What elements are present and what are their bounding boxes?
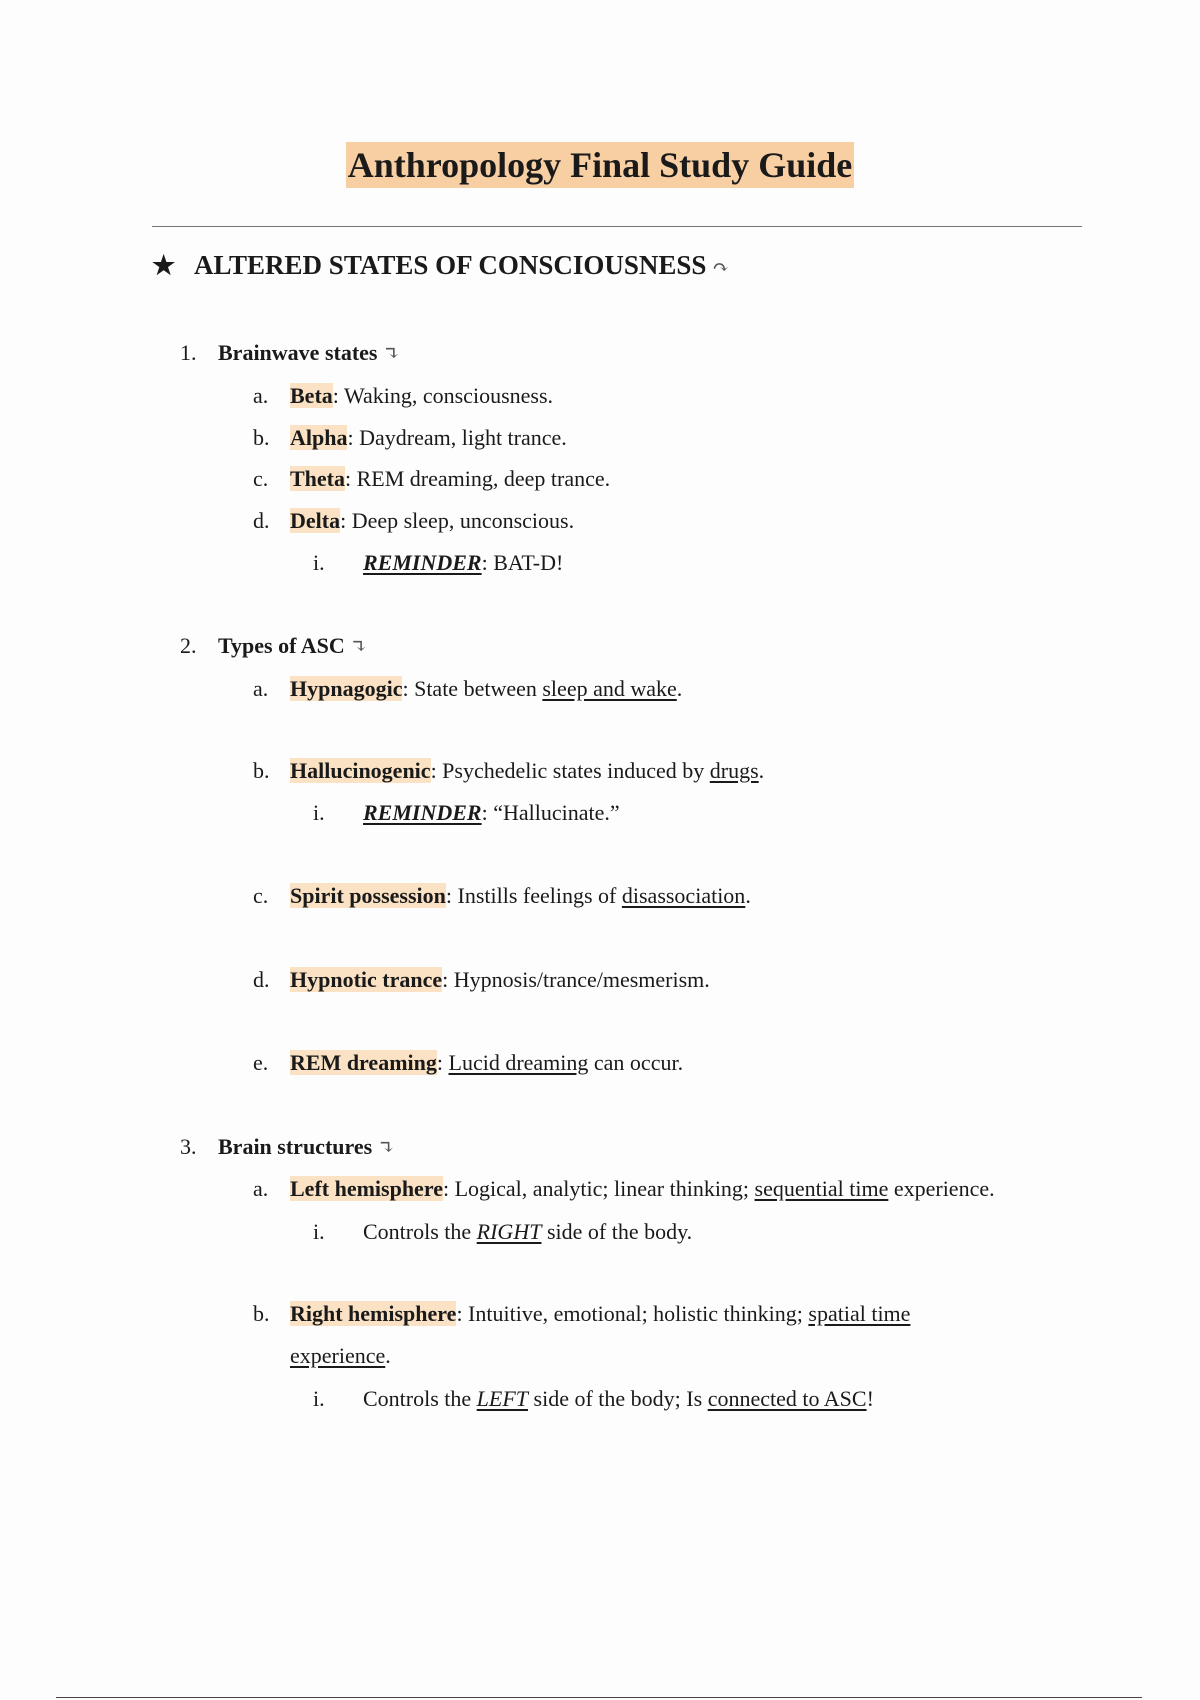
list-item-right-hemisphere	[253, 1299, 911, 1329]
page-bottom-border	[56, 1697, 1142, 1698]
sub-item-numeral: i.	[313, 1386, 325, 1411]
topic-number: 3.	[180, 1134, 197, 1159]
underlined-phrase: sleep and wake	[542, 676, 677, 701]
item-text: : Logical, analytic; linear thinking;	[442, 1176, 755, 1201]
item-letter: d.	[253, 508, 270, 533]
item-letter: a.	[253, 1176, 269, 1201]
item-letter: c.	[253, 883, 269, 908]
reminder-label: REMINDER	[363, 800, 482, 825]
item-text-end: .	[758, 758, 765, 783]
underlined-phrase: Lucid dreaming	[448, 1050, 589, 1075]
item-letter: a.	[253, 676, 269, 701]
item-term: Hypnotic trance	[290, 967, 443, 992]
sub-item-controls-left	[313, 1384, 874, 1414]
item-text: : Waking, consciousness.	[332, 383, 554, 408]
underlined-phrase: drugs	[709, 758, 759, 783]
list-item-alpha	[253, 423, 567, 453]
item-text: : Instills feelings of	[445, 883, 622, 908]
item-letter: b.	[253, 1301, 270, 1326]
sub-item-numeral: i.	[313, 550, 325, 575]
item-text: : State between	[402, 676, 543, 701]
list-item-spirit-possession	[253, 881, 751, 911]
section-heading-text: ALTERED STATES OF CONSCIOUSNESS	[194, 250, 707, 280]
item-text: : Hypnosis/trance/mesmerism.	[442, 967, 710, 992]
list-item-delta	[253, 506, 575, 536]
topic-brain-structures	[180, 1132, 395, 1163]
item-term: Beta	[290, 383, 333, 408]
item-term: Spirit possession	[290, 883, 446, 908]
item-text-end: .	[676, 676, 683, 701]
item-term: Right hemisphere	[290, 1301, 457, 1326]
list-item-hypnagogic	[253, 674, 683, 704]
sub-item-reminder	[313, 798, 620, 828]
item-text-end: .	[385, 1343, 391, 1368]
topic-label: Brainwave states	[218, 340, 378, 365]
item-text: : Daydream, light trance.	[347, 425, 567, 450]
list-item-right-hemisphere-continued	[290, 1341, 391, 1371]
sub-item-reminder	[313, 548, 564, 578]
item-term: REM dreaming	[290, 1050, 437, 1075]
sub-item-text-end: !	[866, 1386, 874, 1411]
section-heading	[152, 248, 729, 285]
item-text: : Deep sleep, unconscious.	[340, 508, 575, 533]
sub-item-text: : BAT-D!	[481, 550, 564, 575]
title-container	[0, 142, 1200, 188]
emphasized-word: RIGHT	[476, 1219, 542, 1244]
item-letter: b.	[253, 425, 270, 450]
down-arrow-icon: ↴	[350, 636, 368, 658]
star-icon: ★	[152, 251, 176, 280]
item-term: Hypnagogic	[290, 676, 403, 701]
item-letter: d.	[253, 967, 270, 992]
list-item-rem-dreaming	[253, 1048, 684, 1078]
topic-label: Types of ASC	[218, 633, 345, 658]
sub-item-text: Controls the	[363, 1386, 477, 1411]
item-text-end: .	[745, 883, 751, 908]
sub-item-text: Controls the	[363, 1219, 477, 1244]
list-item-left-hemisphere	[253, 1174, 995, 1204]
item-letter: b.	[253, 758, 270, 783]
item-term: Left hemisphere	[290, 1176, 443, 1201]
item-letter: e.	[253, 1050, 269, 1075]
item-term: Theta	[290, 466, 345, 491]
list-item-hallucinogenic	[253, 756, 765, 786]
down-arrow-icon: ↴	[383, 343, 401, 365]
sub-item-controls-right	[313, 1217, 693, 1247]
underlined-phrase: spatial time	[808, 1301, 911, 1326]
page-title: Anthropology Final Study Guide	[346, 142, 854, 188]
topic-number: 2.	[180, 633, 197, 658]
sub-item-numeral: i.	[313, 1219, 325, 1244]
sub-item-numeral: i.	[313, 800, 325, 825]
title-divider	[152, 226, 1082, 227]
topic-types-of-asc	[180, 631, 368, 662]
item-text: : REM dreaming, deep trance.	[345, 466, 611, 491]
item-text-end: experience.	[888, 1176, 995, 1201]
underlined-phrase-continued: experience	[290, 1343, 386, 1368]
sub-item-text-end: side of the body.	[541, 1219, 693, 1244]
emphasized-word: LEFT	[476, 1386, 529, 1411]
item-term: Alpha	[290, 425, 348, 450]
item-letter: c.	[253, 466, 269, 491]
reminder-label: REMINDER	[363, 550, 482, 575]
item-text: : Intuitive, emotional; holistic thinking;	[456, 1301, 809, 1326]
topic-brainwave-states	[180, 338, 401, 369]
underlined-phrase: sequential time	[754, 1176, 889, 1201]
sub-item-text-mid: side of the body; Is	[528, 1386, 708, 1411]
down-arrow-icon: ↴	[378, 1137, 395, 1159]
item-text-end: can occur.	[588, 1050, 684, 1075]
curved-arrow-icon: ↷	[712, 257, 730, 279]
list-item-theta	[253, 464, 611, 494]
list-item-hypnotic-trance	[253, 965, 710, 995]
underlined-phrase: connected to ASC	[707, 1386, 867, 1411]
topic-number: 1.	[180, 340, 197, 365]
list-item-beta	[253, 381, 554, 411]
underlined-phrase: disassociation	[621, 883, 746, 908]
item-term: Delta	[290, 508, 341, 533]
sub-item-text: : “Hallucinate.”	[481, 800, 620, 825]
item-text: :	[436, 1050, 449, 1075]
topic-label: Brain structures	[218, 1134, 373, 1159]
item-text: : Psychedelic states induced by	[430, 758, 710, 783]
item-letter: a.	[253, 383, 269, 408]
item-term: Hallucinogenic	[290, 758, 431, 783]
